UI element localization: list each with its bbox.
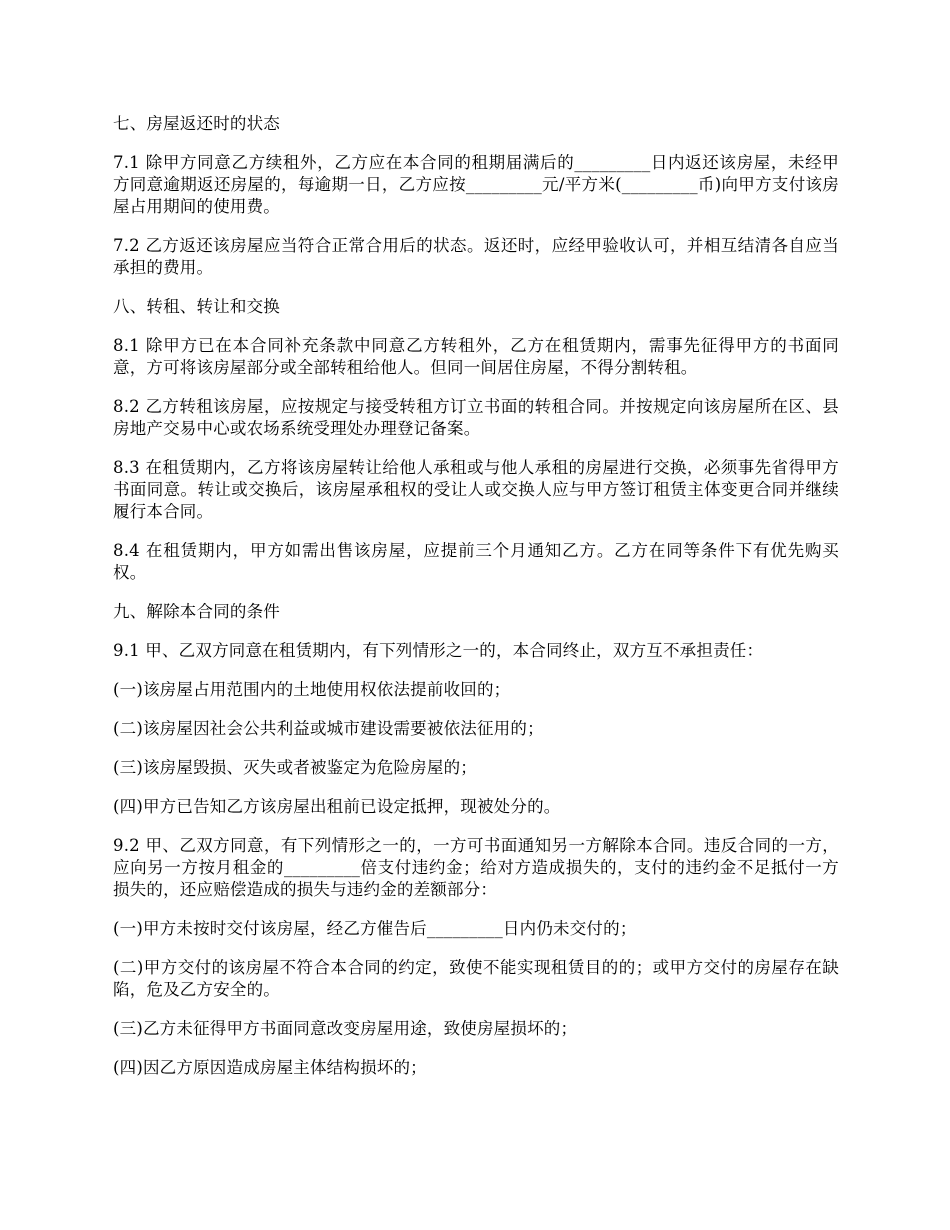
document-body (113, 113, 839, 1096)
clause-9-2-item-3: (三)乙方未征得甲方书面同意改变房屋用途，致使房屋损坏的； (113, 1019, 578, 1038)
clause-8-2: 8.2 乙方转租该房屋，应按规定与接受转租方订立书面的转租合同。并按规定向该房屋所在区、县房地产交易中心或农场系统受理处办理登记备案。 (113, 397, 839, 438)
clause-9-1: 9.1 甲、乙双方同意在租赁期内，有下列情形之一的，本合同终止，双方互不承担责任： (113, 641, 764, 660)
clause-8-4: 8.4 在租赁期内，甲方如需出售该房屋，应提前三个月通知乙方。乙方在同等条件下有优先购买权。 (113, 541, 839, 582)
clause-8-1: 8.1 除甲方已在本合同补充条款中同意乙方转租外，乙方在租赁期内，需事先征得甲方的书面同意，方可将该房屋部分或全部转租给他人。但同一间居住房屋，不得分割转租。 (113, 336, 839, 377)
clause-9-2-item-4: (四)因乙方原因造成房屋主体结构损坏的； (113, 1058, 427, 1077)
clause-9-2-item-1: (一)甲方未按时交付该房屋，经乙方催告后_________日内仍未交付的； (113, 919, 637, 938)
clause-9-2-item-2: (二)甲方交付的该房屋不符合本合同的约定，致使不能实现租赁目的的；或甲方交付的房屋存在缺陷，危及乙方安全的。 (113, 958, 839, 999)
section-heading-8: 八、转租、转让和交换 (113, 297, 280, 316)
clause-9-1-item-1: (一)该房屋占用范围内的土地使用权依法提前收回的； (113, 680, 511, 699)
clause-9-2: 9.2 甲、乙双方同意，有下列情形之一的，一方可书面通知另一方解除本合同。违反合同的一方，应向另一方按月租金的_________倍支付违约金；给对方造成损失的，支付的违约金不足抵付一方损失的，还应赔偿造成的损失与违约金的差额部分： (113, 836, 839, 899)
clause-7-1: 7.1 除甲方同意乙方续租外，乙方应在本合同的租期届满后的_________日内返还该房屋，未经甲方同意逾期返还房屋的，每逾期一日，乙方应按_________元/平方米(_________币)向甲方支付该房屋占用期间的使用费。 (113, 153, 839, 216)
section-heading-7: 七、房屋返还时的状态 (113, 114, 280, 133)
clause-9-1-item-2: (二)该房屋因社会公共利益或城市建设需要被依法征用的； (113, 719, 544, 738)
clause-9-1-item-3: (三)该房屋毁损、灭失或者被鉴定为危险房屋的； (113, 758, 477, 777)
clause-7-2: 7.2 乙方返还该房屋应当符合正常合用后的状态。返还时，应经甲验收认可，并相互结清各自应当承担的费用。 (113, 236, 839, 277)
clause-9-1-item-4: (四)甲方已告知乙方该房屋出租前已设定抵押，现被处分的。 (113, 797, 561, 816)
clause-8-3: 8.3 在租赁期内，乙方将该房屋转让给他人承租或与他人承租的房屋进行交换，必须事先省得甲方书面同意。转让或交换后，该房屋承租权的受让人或交换人应与甲方签订租赁主体变更合同并继续履行本合同。 (113, 458, 839, 521)
section-heading-9: 九、解除本合同的条件 (113, 602, 280, 621)
